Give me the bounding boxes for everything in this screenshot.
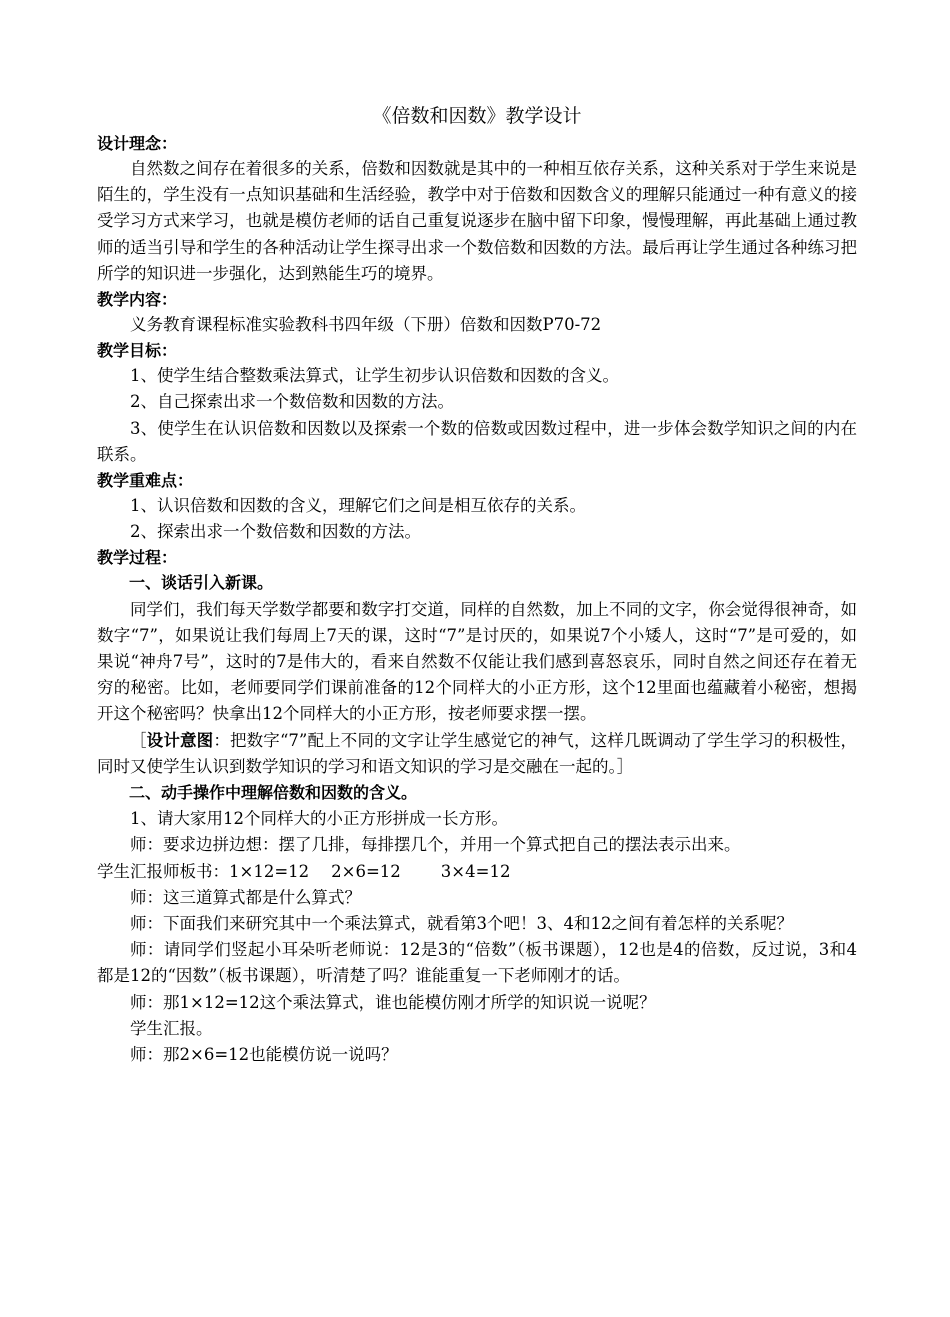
goal-item: 2、自己探索出求一个数倍数和因数的方法。 — [130, 392, 454, 412]
goal-item: 3、使学生在认识倍数和因数以及探索一个数的倍数或因数过程中，进一步体会数学知识之间的内在联系。 — [97, 418, 857, 464]
process-line: 师：请同学们竖起小耳朵听老师说：12是3的“倍数”（板书课题），12也是4的倍数，反过说，3和4都是12的“因数”（板书课题），听清楚了吗？谁能重复一下老师刚才的话。 — [97, 940, 857, 986]
document-page — [97, 102, 857, 1068]
document-title: 《倍数和因数》教学设计 — [372, 105, 582, 127]
heading-teaching-goals: 教学目标： — [97, 341, 178, 361]
board-equation: 2×6=12 — [331, 861, 401, 881]
process-line: 师：那2×6=12也能模仿说一说吗？ — [130, 1045, 398, 1065]
process-line: 师：这三道算式都是什么算式？ — [130, 887, 361, 907]
paragraph-design-idea: 自然数之间存在着很多的关系，倍数和因数就是其中的一种相互依存关系，这种关系对于学生来说是陌生的，学生没有一点知识基础和生活经验，教学中对于倍数和因数含义的理解只能通过一种有意义的接受学习方式来学习，也就是模仿老师的话自己重复说逐步在脑中留下印象，慢慢理解，再此基础上通过教师的适当引导和学生的各种活动让学生探寻出求一个数倍数和因数的方法。最后再让学生通过各种练习把所学的知识进一步强化，达到熟能生巧的境界。 — [97, 159, 857, 283]
note-open-bracket: ［ — [130, 730, 147, 750]
process-part1-title: 一、谈话引入新课。 — [129, 573, 274, 593]
heading-key-points: 教学重难点： — [97, 471, 194, 491]
process-line: 师：下面我们来研究其中一个乘法算式，就看第3个吧！3、4和12之间有着怎样的关系呢？ — [130, 914, 793, 934]
note-label: 设计意图 — [146, 730, 214, 750]
note-text: ：把数字“7”配上不同的文字让学生感觉它的神气，这样几既调动了学生学习的积极性，同时又使学生认识到数学知识的学习和语文知识的学习是交融在一起的。］ — [97, 730, 858, 776]
board-equation: 3×4=12 — [440, 861, 511, 881]
process-part1-text: 同学们，我们每天学数学都要和数字打交道，同样的自然数，加上不同的文字，你会觉得很神奇，如数字“7”，如果说让我们每周上7天的课，这时“7”是讨厌的，如果说7个小矮人，这时“7”是可爱的，如果说“神舟7号”，这时的7是伟大的，看来自然数不仅能让我们感到喜怒哀乐，同时自然之间还存在着无穷的秘密。比如，老师要同学们课前准备的12个同样大的小正方形，这个12里面也蕴藏着小秘密，想揭开这个秘密吗？快拿出12个同样大的小正方形，按老师要求摆一摆。 — [97, 599, 857, 724]
process-part2-title: 二、动手操作中理解倍数和因数的含义。 — [129, 783, 418, 803]
heading-design-idea: 设计理念： — [97, 134, 178, 153]
board-writing — [97, 859, 857, 885]
heading-teaching-content: 教学内容： — [97, 290, 178, 310]
board-label: 学生汇报师板书： — [97, 861, 229, 881]
board-equation: 1×12=12 — [229, 861, 310, 881]
goal-item: 1、使学生结合整数乘法算式，让学生初步认识倍数和因数的含义。 — [130, 366, 619, 386]
paragraph-teaching-content: 义务教育课程标准实验教科书四年级（下册）倍数和因数P70-72 — [130, 315, 602, 335]
heading-teaching-process: 教学过程： — [97, 548, 178, 568]
key-point-item: 1、认识倍数和因数的含义，理解它们之间是相互依存的关系。 — [130, 496, 586, 516]
design-intent-note — [97, 728, 857, 780]
process-line: 师：那1×12=12这个乘法算式，谁也能模仿刚才所学的知识说一说呢？ — [130, 992, 656, 1012]
key-point-item: 2、探索出求一个数倍数和因数的方法。 — [130, 522, 421, 542]
process-line: 师：要求边拼边想：摆了几排，每排摆几个，并用一个算式把自己的摆法表示出来。 — [130, 835, 741, 855]
process-line: 1、请大家用12个同样大的小正方形拼成一长方形。 — [130, 809, 508, 829]
process-line: 学生汇报。 — [130, 1018, 213, 1038]
